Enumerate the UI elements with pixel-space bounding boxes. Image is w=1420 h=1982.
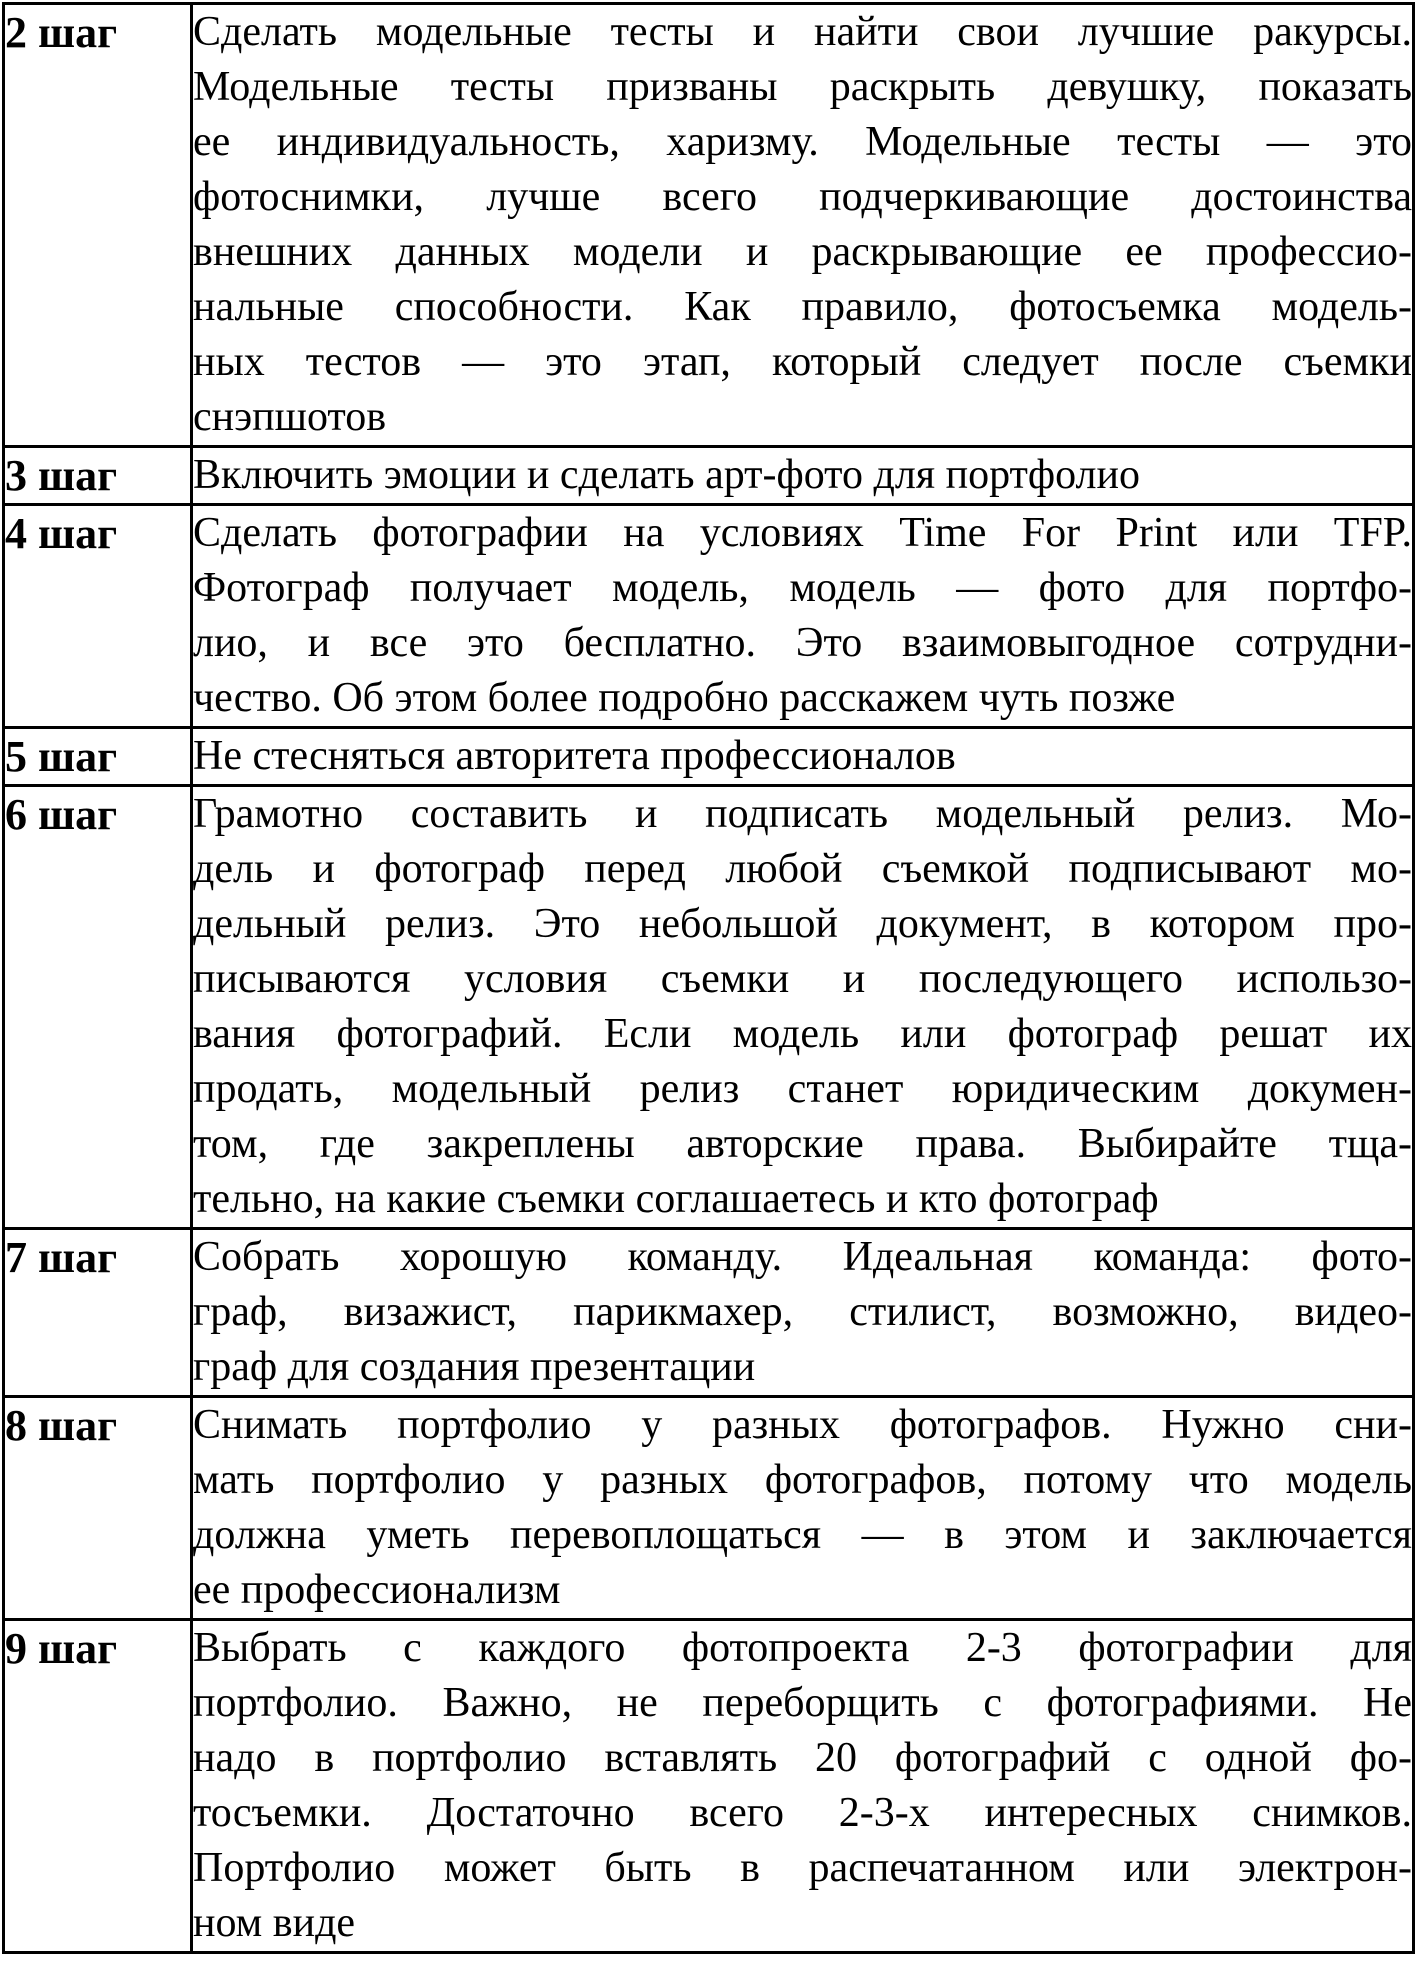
- text-line: том, где закреплены авторские права. Выбирайте тща-: [193, 1121, 1412, 1167]
- step-description: [192, 505, 1414, 728]
- steps-table-body: [4, 4, 1414, 1953]
- table-row: [4, 786, 1414, 1229]
- table-row: [4, 505, 1414, 728]
- step-label: 5 шаг: [4, 728, 192, 786]
- text-line: ных тестов — это этап, который следует после съемки: [193, 339, 1412, 385]
- step-description: [192, 786, 1414, 1229]
- text-line: продать, модельный релиз станет юридическим докумен-: [193, 1066, 1412, 1112]
- text-line: дельный релиз. Это небольшой документ, в котором про-: [193, 901, 1412, 947]
- step-description: [192, 728, 1414, 786]
- text-line: мать портфолио у разных фотографов, потому что модель: [193, 1457, 1412, 1503]
- text-line: нальные способности. Как правило, фотосъемка модель-: [193, 284, 1412, 330]
- text-line: Сделать фотографии на условиях Time For Print или TFP.: [193, 510, 1412, 556]
- text-line: Выбрать с каждого фотопроекта 2-3 фотографии для: [193, 1625, 1412, 1671]
- text-line: тосъемки. Достаточно всего 2-3-х интересных снимков.: [193, 1790, 1412, 1836]
- step-description: [192, 447, 1414, 505]
- text-line: тельно, на какие съемки соглашаетесь и кто фотограф: [193, 1176, 1159, 1222]
- text-line: Портфолио может быть в распечатанном или электрон-: [193, 1845, 1412, 1891]
- text-line: чество. Об этом более подробно расскажем чуть позже: [193, 675, 1176, 721]
- text-line: граф для создания презентации: [193, 1344, 756, 1390]
- table-row: [4, 447, 1414, 505]
- text-line: портфолио. Важно, не переборщить с фотографиями. Не: [193, 1680, 1412, 1726]
- step-label: 6 шаг: [4, 786, 192, 1229]
- text-line: вания фотографий. Если модель или фотограф решат их: [193, 1011, 1412, 1057]
- table-row: [4, 1397, 1414, 1620]
- text-line: дель и фотограф перед любой съемкой подписывают мо-: [193, 846, 1412, 892]
- text-line: лио, и все это бесплатно. Это взаимовыгодное сотрудни-: [193, 620, 1412, 666]
- step-label: 2 шаг: [4, 4, 192, 447]
- text-line: граф, визажист, парикмахер, стилист, возможно, видео-: [193, 1289, 1412, 1335]
- text-line: внешних данных модели и раскрывающие ее профессио-: [193, 229, 1412, 275]
- text-line: Фотограф получает модель, модель — фото для портфо-: [193, 565, 1412, 611]
- step-description: [192, 4, 1414, 447]
- step-label: 8 шаг: [4, 1397, 192, 1620]
- text-line: Не стесняться авторитета профессионалов: [193, 733, 956, 779]
- step-description: [192, 1620, 1414, 1953]
- step-description: [192, 1229, 1414, 1397]
- step-label: 7 шаг: [4, 1229, 192, 1397]
- table-row: [4, 4, 1414, 447]
- text-line: Сделать модельные тесты и найти свои лучшие ракурсы.: [193, 9, 1412, 55]
- text-line: писываются условия съемки и последующего использо-: [193, 956, 1412, 1002]
- step-label: 4 шаг: [4, 505, 192, 728]
- text-line: должна уметь перевоплощаться — в этом и заключается: [193, 1512, 1412, 1558]
- steps-table: [2, 2, 1415, 1954]
- text-line: Грамотно составить и подписать модельный релиз. Мо-: [193, 791, 1412, 837]
- text-line: ее индивидуальность, харизму. Модельные тесты — это: [193, 119, 1412, 165]
- step-description: [192, 1397, 1414, 1620]
- text-line: Модельные тесты призваны раскрыть девушку, показать: [193, 64, 1412, 110]
- text-line: ее профессионализм: [193, 1567, 561, 1613]
- text-line: Снимать портфолио у разных фотографов. Нужно сни-: [193, 1402, 1412, 1448]
- text-line: фотоснимки, лучше всего подчеркивающие достоинства: [193, 174, 1412, 220]
- table-row: [4, 728, 1414, 786]
- text-line: снэпшотов: [193, 394, 387, 440]
- text-line: Включить эмоции и сделать арт-фото для портфолио: [193, 452, 1140, 498]
- text-line: Собрать хорошую команду. Идеальная команда: фото-: [193, 1234, 1412, 1280]
- step-label: 3 шаг: [4, 447, 192, 505]
- text-line: надо в портфолио вставлять 20 фотографий с одной фо-: [193, 1735, 1412, 1781]
- text-line: ном виде: [193, 1900, 356, 1946]
- table-row: [4, 1620, 1414, 1953]
- table-row: [4, 1229, 1414, 1397]
- step-label: 9 шаг: [4, 1620, 192, 1953]
